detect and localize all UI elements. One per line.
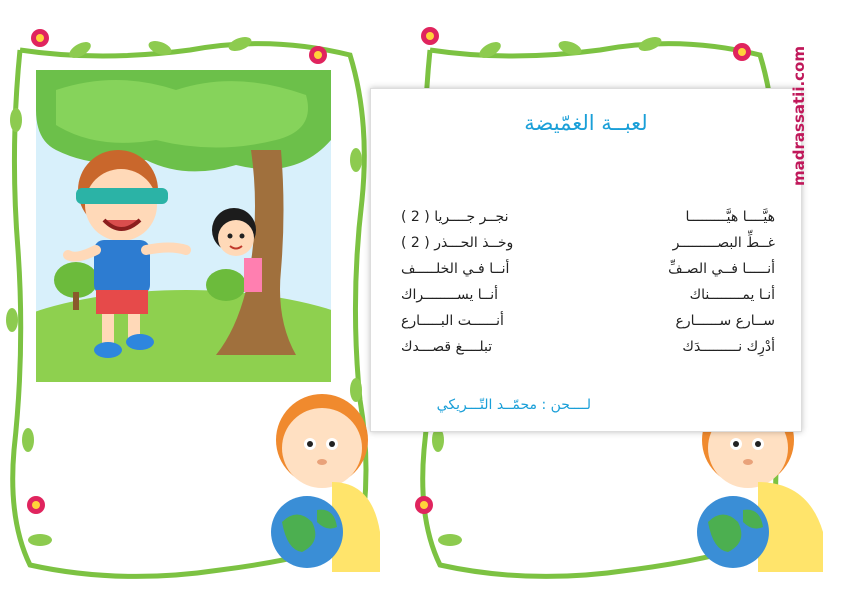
poem-verses bbox=[401, 209, 775, 365]
verse-right: ســارع ســــــارع bbox=[675, 313, 775, 329]
watermark-text: madrassatii.com bbox=[790, 46, 808, 186]
poem-line bbox=[401, 313, 775, 339]
poem-card bbox=[370, 88, 802, 432]
poem-line bbox=[401, 287, 775, 313]
poem-line bbox=[401, 261, 775, 287]
verse-right: غــطِّ البصـــــــــر bbox=[672, 235, 775, 251]
poem-title: لعبــة الغمّيضة bbox=[524, 111, 648, 135]
verse-left: أنــــــت البـــــارع bbox=[401, 313, 504, 329]
poem-line bbox=[401, 339, 775, 365]
verse-left: أنــا فـي الخلـــــف bbox=[401, 261, 510, 277]
verse-left: نجــر جــــريا ( 2 ) bbox=[401, 209, 509, 225]
verse-left: وخــذ الحـــذر ( 2 ) bbox=[401, 235, 514, 251]
poem-line bbox=[401, 209, 775, 235]
poem-line bbox=[401, 235, 775, 261]
verse-left: تبلــــغ قصـــدك bbox=[401, 339, 493, 355]
verse-right: أنـــــا فــي الصـفِّ bbox=[668, 261, 775, 277]
baby-with-globe-left bbox=[262, 382, 382, 582]
verse-right: أنـا يمــــــــناك bbox=[689, 287, 775, 303]
composer-credit: لــــحن : محمّــد التّـــريكي bbox=[436, 397, 591, 413]
site-watermark bbox=[786, 36, 812, 196]
verse-right: هيَّــــا هيَّـــــــــا bbox=[685, 209, 775, 225]
children-playing-illustration bbox=[36, 70, 331, 382]
verse-left: أنــا يســــــــراك bbox=[401, 287, 499, 303]
verse-right: أدْرِك نـــــــــدَك bbox=[682, 339, 775, 355]
